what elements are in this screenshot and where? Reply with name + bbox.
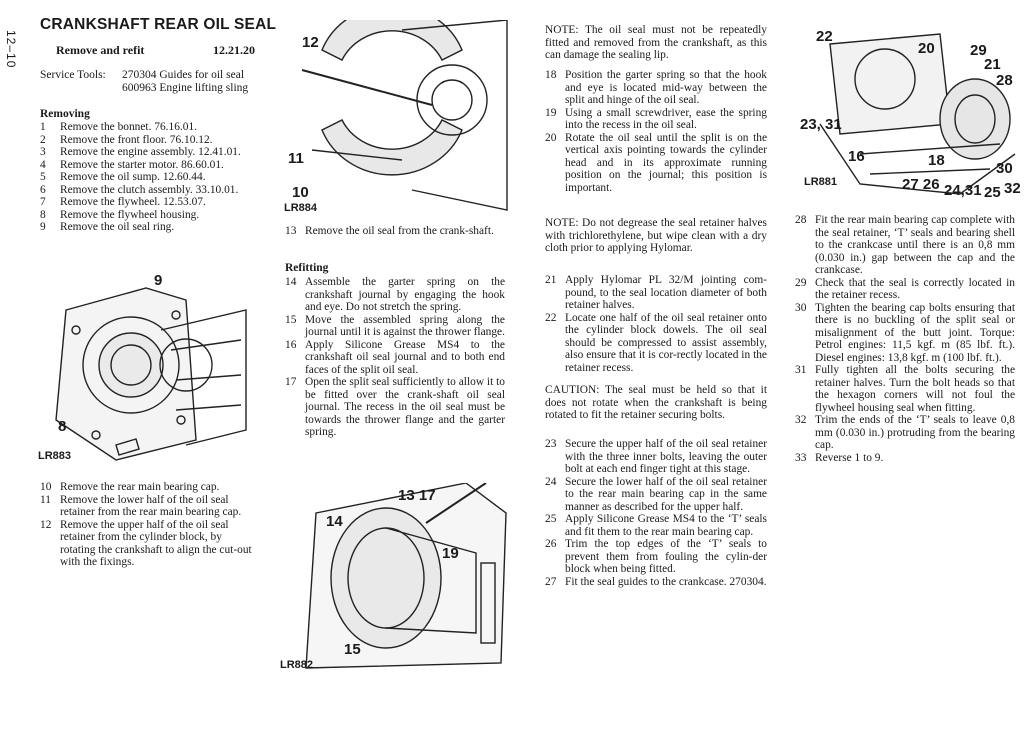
step-number: 22: [545, 311, 557, 324]
refitting-steps-list: [545, 438, 767, 588]
service-tools-list: [122, 69, 248, 95]
step-text: Secure the lower half of the oil seal retainer to the rear main bearing cap in the same manner as described for the upper half.: [565, 475, 767, 513]
callout-9: 9: [154, 272, 163, 289]
step-text: Remove the engine assembly. 12.41.01.: [60, 146, 241, 158]
step-item: [545, 513, 767, 538]
step-item: [795, 452, 1015, 465]
removing-heading: Removing: [40, 108, 90, 120]
refitting-steps-list: [545, 69, 767, 194]
step-item: [40, 494, 255, 519]
step-item: [40, 134, 255, 147]
step-text: Remove the clutch assembly. 33.10.01.: [60, 183, 239, 196]
step-item: [40, 184, 255, 197]
step-item: [40, 209, 255, 222]
step-number: 31: [795, 364, 807, 376]
step-item: [545, 576, 767, 589]
step-text: Fully tighten all the bolts securing the retainer halves. Turn the bolt heads so that the hexagon corners will not foul the flywheel housing seal when fitting.: [815, 364, 1015, 414]
callout-28: 28: [996, 72, 1013, 89]
step-number: 1: [40, 121, 46, 133]
step-number: 2: [40, 133, 46, 146]
refitting-steps-list: [285, 276, 505, 439]
step-number: 25: [545, 513, 557, 525]
page-number: 12–10: [4, 30, 18, 69]
step-item: [40, 121, 255, 134]
step-text: Remove the rear main bearing cap.: [60, 481, 220, 493]
step-text: Remove the upper half of the oil seal retainer from the cylinder block, by rotating the crankshaft to align the cut-out with the fixings.: [60, 518, 252, 568]
step-text: Check that the seal is correctly located in the retainer recess.: [815, 276, 1015, 301]
step-text: Remove the flywheel housing.: [60, 208, 200, 221]
step-number: 6: [40, 183, 46, 196]
step-item: [795, 214, 1015, 277]
step-item: [795, 364, 1015, 414]
callout-21: 21: [984, 56, 1001, 73]
step-item: [40, 159, 255, 172]
step-number: 15: [285, 313, 297, 326]
callout-29: 29: [970, 42, 987, 59]
removing-steps-list: [40, 481, 255, 569]
step-item: [545, 538, 767, 576]
operation-number: 12.21.20: [213, 43, 255, 57]
step-text: Remove the starter motor. 86.60.01.: [60, 158, 224, 171]
callout-15: 15: [344, 641, 361, 658]
service-tool-item: 270304 Guides for oil seal: [122, 69, 245, 81]
step-text: Fit the rear main bearing cap complete with the seal retainer, ‘T’ seals and bearing shell to the crankcase until there is an 0,8 mm (0.030 in.) gap between the cap and the crankcase.: [815, 214, 1015, 276]
callout-27-26: 27 26: [902, 176, 940, 193]
step-number: 14: [285, 276, 297, 288]
callout-20: 20: [918, 40, 935, 57]
operation-subtitle: Remove and refit: [56, 43, 145, 57]
step-text: Open the split seal sufficiently to allow it to be fitted over the crank-shaft oil seal journal. The recess in the oil seal must be towards the thrower flange and the garter spring.: [305, 376, 505, 438]
step-item: [545, 107, 767, 132]
callout-24-31: 24,31: [944, 182, 982, 199]
step-item: [795, 302, 1015, 365]
step-number: 29: [795, 276, 807, 289]
crankshaft-seal-fitting-illustration: [276, 483, 508, 673]
step-item: [285, 376, 505, 439]
step-text: Move the assembled spring along the journal until it is against the thrower flange.: [305, 313, 505, 338]
callout-8: 8: [58, 418, 67, 435]
step-text: Reverse 1 to 9.: [815, 451, 884, 464]
step-item: [285, 276, 505, 314]
step-number: 9: [40, 221, 46, 233]
step-number: 26: [545, 538, 557, 550]
step-item: [545, 274, 767, 312]
callout-23-31: 23, 31: [800, 116, 842, 133]
step-item: [545, 132, 767, 195]
figure-lr883: [36, 270, 256, 470]
callout-25: 25: [984, 184, 1001, 201]
step-number: 21: [545, 274, 557, 286]
figure-label: LR884: [284, 202, 318, 214]
step-number: 7: [40, 196, 46, 208]
note-degrease: NOTE: Do not degrease the seal retainer halves with trichlorethylene, but wipe clean with a dry cloth prior to applying Hylomar.: [545, 217, 767, 254]
figure-lr881: [800, 24, 1022, 204]
page-title: CRANKSHAFT REAR OIL SEAL: [40, 16, 277, 33]
step-number: 27: [545, 575, 557, 588]
step-text: Remove the flywheel. 12.53.07.: [60, 196, 206, 208]
step-item: [285, 339, 505, 377]
step-number: 16: [285, 338, 297, 351]
figure-lr884: [282, 20, 512, 215]
step-text: Remove the oil seal ring.: [60, 221, 175, 233]
caution-text: CAUTION: The seal must be held so that it does not rotate when the crankshaft is being rotated to fit the retainer securing bolts.: [545, 384, 767, 421]
refitting-steps-list: [545, 274, 767, 374]
callout-12: 12: [302, 34, 319, 51]
step-number: 10: [40, 481, 52, 493]
step-item: [795, 277, 1015, 302]
step-item: [40, 481, 255, 494]
step-text: Locate one half of the oil seal retainer onto the cylinder block dowels. The oil seal should be compressed to assist assembly, also ensure that it is cor-rectly located in the retainer recess.: [565, 311, 767, 374]
step-text: Assemble the garter spring on the crankshaft journal by engaging the hook and eye. Do not stretch the spring.: [305, 276, 505, 313]
step-number: 12: [40, 518, 52, 531]
step-number: 4: [40, 158, 46, 171]
step-number: 5: [40, 171, 46, 183]
callout-14: 14: [326, 513, 343, 530]
step-item: [795, 414, 1015, 452]
step-text: Remove the oil sump. 12.60.44.: [60, 171, 206, 183]
callout-10: 10: [292, 184, 309, 201]
figure-lr882: [276, 483, 508, 673]
step-item: [285, 314, 505, 339]
service-tool-item: 600963 Engine lifting sling: [122, 82, 249, 94]
step-number: 3: [40, 146, 46, 158]
step-item: [545, 476, 767, 514]
callout-22: 22: [816, 28, 833, 45]
step-text: Remove the bonnet. 76.16.01.: [60, 121, 197, 133]
refitting-heading: Refitting: [285, 262, 329, 274]
refitting-steps-list: [795, 214, 1015, 464]
step-number: 28: [795, 214, 807, 226]
callout-16: 16: [848, 148, 865, 165]
step-item: [40, 196, 255, 209]
callout-30: 30: [996, 160, 1013, 177]
figure-label: LR883: [38, 450, 72, 462]
step-text: Position the garter spring so that the hook and eye is located mid-way between the split and hinge of the oil seal.: [565, 69, 767, 106]
step-13: [285, 225, 505, 238]
step-text: Apply Silicone Grease MS4 to the crankshaft oil seal journal and to both end faces of the split oil seal.: [305, 338, 505, 376]
callout-19: 19: [442, 545, 459, 562]
step-number: 24: [545, 475, 557, 488]
step-number: 30: [795, 301, 807, 314]
figure-label: LR881: [804, 176, 838, 188]
step-item: [545, 312, 767, 375]
step-number: 33: [795, 451, 807, 464]
callout-32: 32: [1004, 180, 1021, 197]
step-text: Apply Hylomar PL 32/M jointing com-pound, to the seal location diameter of both retainer halves.: [565, 274, 767, 311]
step-text: Tighten the bearing cap bolts ensuring that there is no buckling of the split seal or misalignment of the butt joint. Torque: Petrol engines: 11,5 kgf. m (85 lbf. ft.). Diesel engines: 13,8 kgf. m (100 lbf. ft.).: [815, 301, 1015, 364]
step-text: Secure the upper half of the oil seal retainer with the three inner bolts, leaving the outer bolt at each end finger tight at this stage.: [565, 438, 767, 475]
step-item: [40, 519, 255, 569]
flywheel-housing-illustration: [36, 270, 256, 470]
step-number: 11: [40, 493, 51, 506]
step-number: 18: [545, 69, 557, 81]
callout-13-17: 13 17: [398, 487, 436, 504]
step-text: Rotate the oil seal until the split is on the vertical axis pointing towards the cylinder head and in its approximate running position on the journal; this position is important.: [565, 131, 767, 194]
step-text: Remove the front floor. 76.10.12.: [60, 133, 213, 146]
step-text: Remove the oil seal from the crank-shaft.: [305, 225, 494, 237]
removing-steps-list: [40, 121, 255, 234]
step-text: Using a small screwdriver, ease the spring into the recess in the oil seal.: [565, 106, 767, 131]
step-item: [545, 69, 767, 107]
step-item: [40, 221, 255, 234]
step-text: Remove the lower half of the oil seal retainer from the rear main bearing cap.: [60, 493, 242, 518]
step-number: 32: [795, 414, 807, 426]
step-number: 20: [545, 131, 557, 144]
step-number: 8: [40, 208, 46, 221]
service-tools-label: Service Tools:: [40, 69, 106, 81]
step-number: 19: [545, 106, 557, 119]
step-text: Trim the top edges of the ‘T’ seals to prevent them from fouling the cylin-der block when being fitted.: [565, 538, 767, 575]
step-text: Trim the ends of the ‘T’ seals to leave 0,8 mm (0.030 in.) protruding from the bearing cap.: [815, 414, 1015, 451]
step-text: Fit the seal guides to the crankcase. 270304.: [565, 575, 767, 588]
step-number: 17: [285, 376, 297, 388]
step-text: Apply Silicone Grease MS4 to the ‘T’ seals and fit them to the rear main bearing cap.: [565, 513, 767, 538]
step-item: [40, 146, 255, 159]
figure-label: LR882: [280, 659, 314, 671]
note-oil-seal: NOTE: The oil seal must not be repeatedly fitted and removed from the crankshaft, as this can damage the sealing lip.: [545, 24, 767, 61]
callout-11: 11: [288, 150, 304, 167]
step-number: 13: [285, 225, 297, 237]
step-number: 23: [545, 438, 557, 450]
callout-18: 18: [928, 152, 945, 169]
step-item: [40, 171, 255, 184]
step-item: [545, 438, 767, 476]
